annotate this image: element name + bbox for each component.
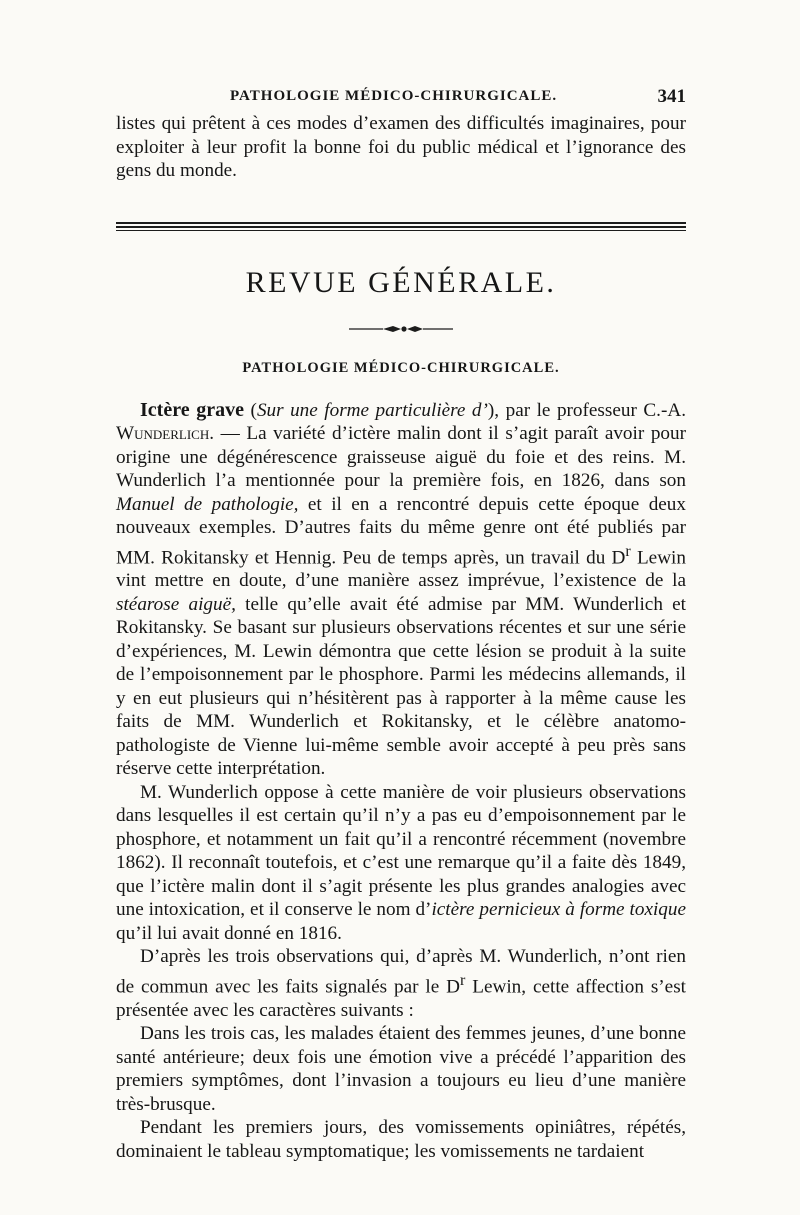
article-paragraph-5: Pendant les premiers jours, des vomissements opiniâtres, répétés, dominaient le tableau symptomatique; les vomissements ne tardaient bbox=[116, 1117, 686, 1162]
running-header bbox=[116, 86, 686, 112]
disease-term: stéarose aiguë, bbox=[116, 593, 236, 615]
article-paragraph-1: Ictère grave (Sur une forme particulière d’), par le professeur C.-A. Wunderlich. — La variété d’ictère malin dont il s’agit paraît avoir pour origine une dégénérescence graisseuse aiguë du foie et des reins. M. Wunderlich l’a mentionnée pour la première fois, en 1826, dans son Manuel de pathologie, et il en a rencontré depuis cette époque deux nouveaux exemples. D’autres faits du même genre ont été publiés par MM. Rokitansky et Hennig. Peu de temps après, un travail du $D^r$ Lewin vint mettre en doute, d’une manière assez imprévue, l’existence de la stéarose aiguë, telle qu’elle avait été admise par MM. Wunderlich et Rokitansky. Se basant sur plusieurs observations récentes et sur une série d’expériences, M. Lewin démontra que cette lésion se produit à la suite de l’empoisonnement par le phosphore. Parmi les médecins allemands, il y en eut plusieurs qui n’hésitèrent pas à rapporter à la même cause les faits de MM. Wunderlich et Rokitansky, et le célèbre anatomo-pathologiste de Vienne lui-même semble avoir accepté à peu près sans réserve cette interprétation. bbox=[116, 398, 687, 780]
section-title: REVUE GÉNÉRALE. bbox=[245, 265, 557, 299]
article-paragraph-2: M. Wunderlich oppose à cette manière de voir plusieurs observations dans lesquelles il est certain qu’il n’y a pas eu d’empoisonnement par le phosphore, et notamment un fait qu’il a rencontré récemment (novembre 1862). Il reconnaît toutefois, et c’est une remarque qu’il a faite dès 1849, que l’ictère malin dont il s’agit présente les plus grandes analogies avec une intoxication, et il conserve le nom d’ictère pernicieux à forme toxique qu’il lui avait donné en 1816. bbox=[116, 781, 687, 944]
disease-name: ictère pernicieux à forme toxique bbox=[431, 899, 687, 921]
ornament-dash-icon bbox=[349, 324, 453, 334]
article-paragraph-4: Dans les trois cas, les malades étaient des femmes jeunes, d’une bonne santé antérieure; deux fois une émotion vive a précédé l’apparition des premiers symptômes, dont l’invasion a toujours eu lieu d’une manière très-brusque. bbox=[116, 1023, 686, 1115]
article-subtitle: Sur une forme particulière d’ bbox=[256, 399, 488, 421]
book-page bbox=[116, 86, 686, 1163]
intro-paragraph: listes qui prêtent à ces modes d’examen des difficultés imaginaires, pour exploiter à leur profit la bonne foi du public médical et l’ignorance des gens du monde. bbox=[116, 113, 686, 181]
running-title: PATHOLOGIE MÉDICO-CHIRURGICALE. bbox=[230, 88, 558, 104]
article-heading: Ictère grave bbox=[140, 398, 245, 421]
book-title: Manuel de pathologie, bbox=[116, 493, 299, 515]
subsection-title: PATHOLOGIE MÉDICO-CHIRURGICALE. bbox=[242, 359, 560, 376]
page-number: 341 bbox=[657, 86, 686, 107]
article-paragraph-3: D’après les trois observations qui, d’après M. Wunderlich, n’ont rien de commun avec les faits signalés par le $D^r$ Lewin, cette affection s’est présentée avec les caractères suivants : bbox=[116, 946, 686, 1021]
section-divider bbox=[116, 222, 686, 231]
article-author: C.-A. Wunderlich. bbox=[116, 399, 687, 444]
